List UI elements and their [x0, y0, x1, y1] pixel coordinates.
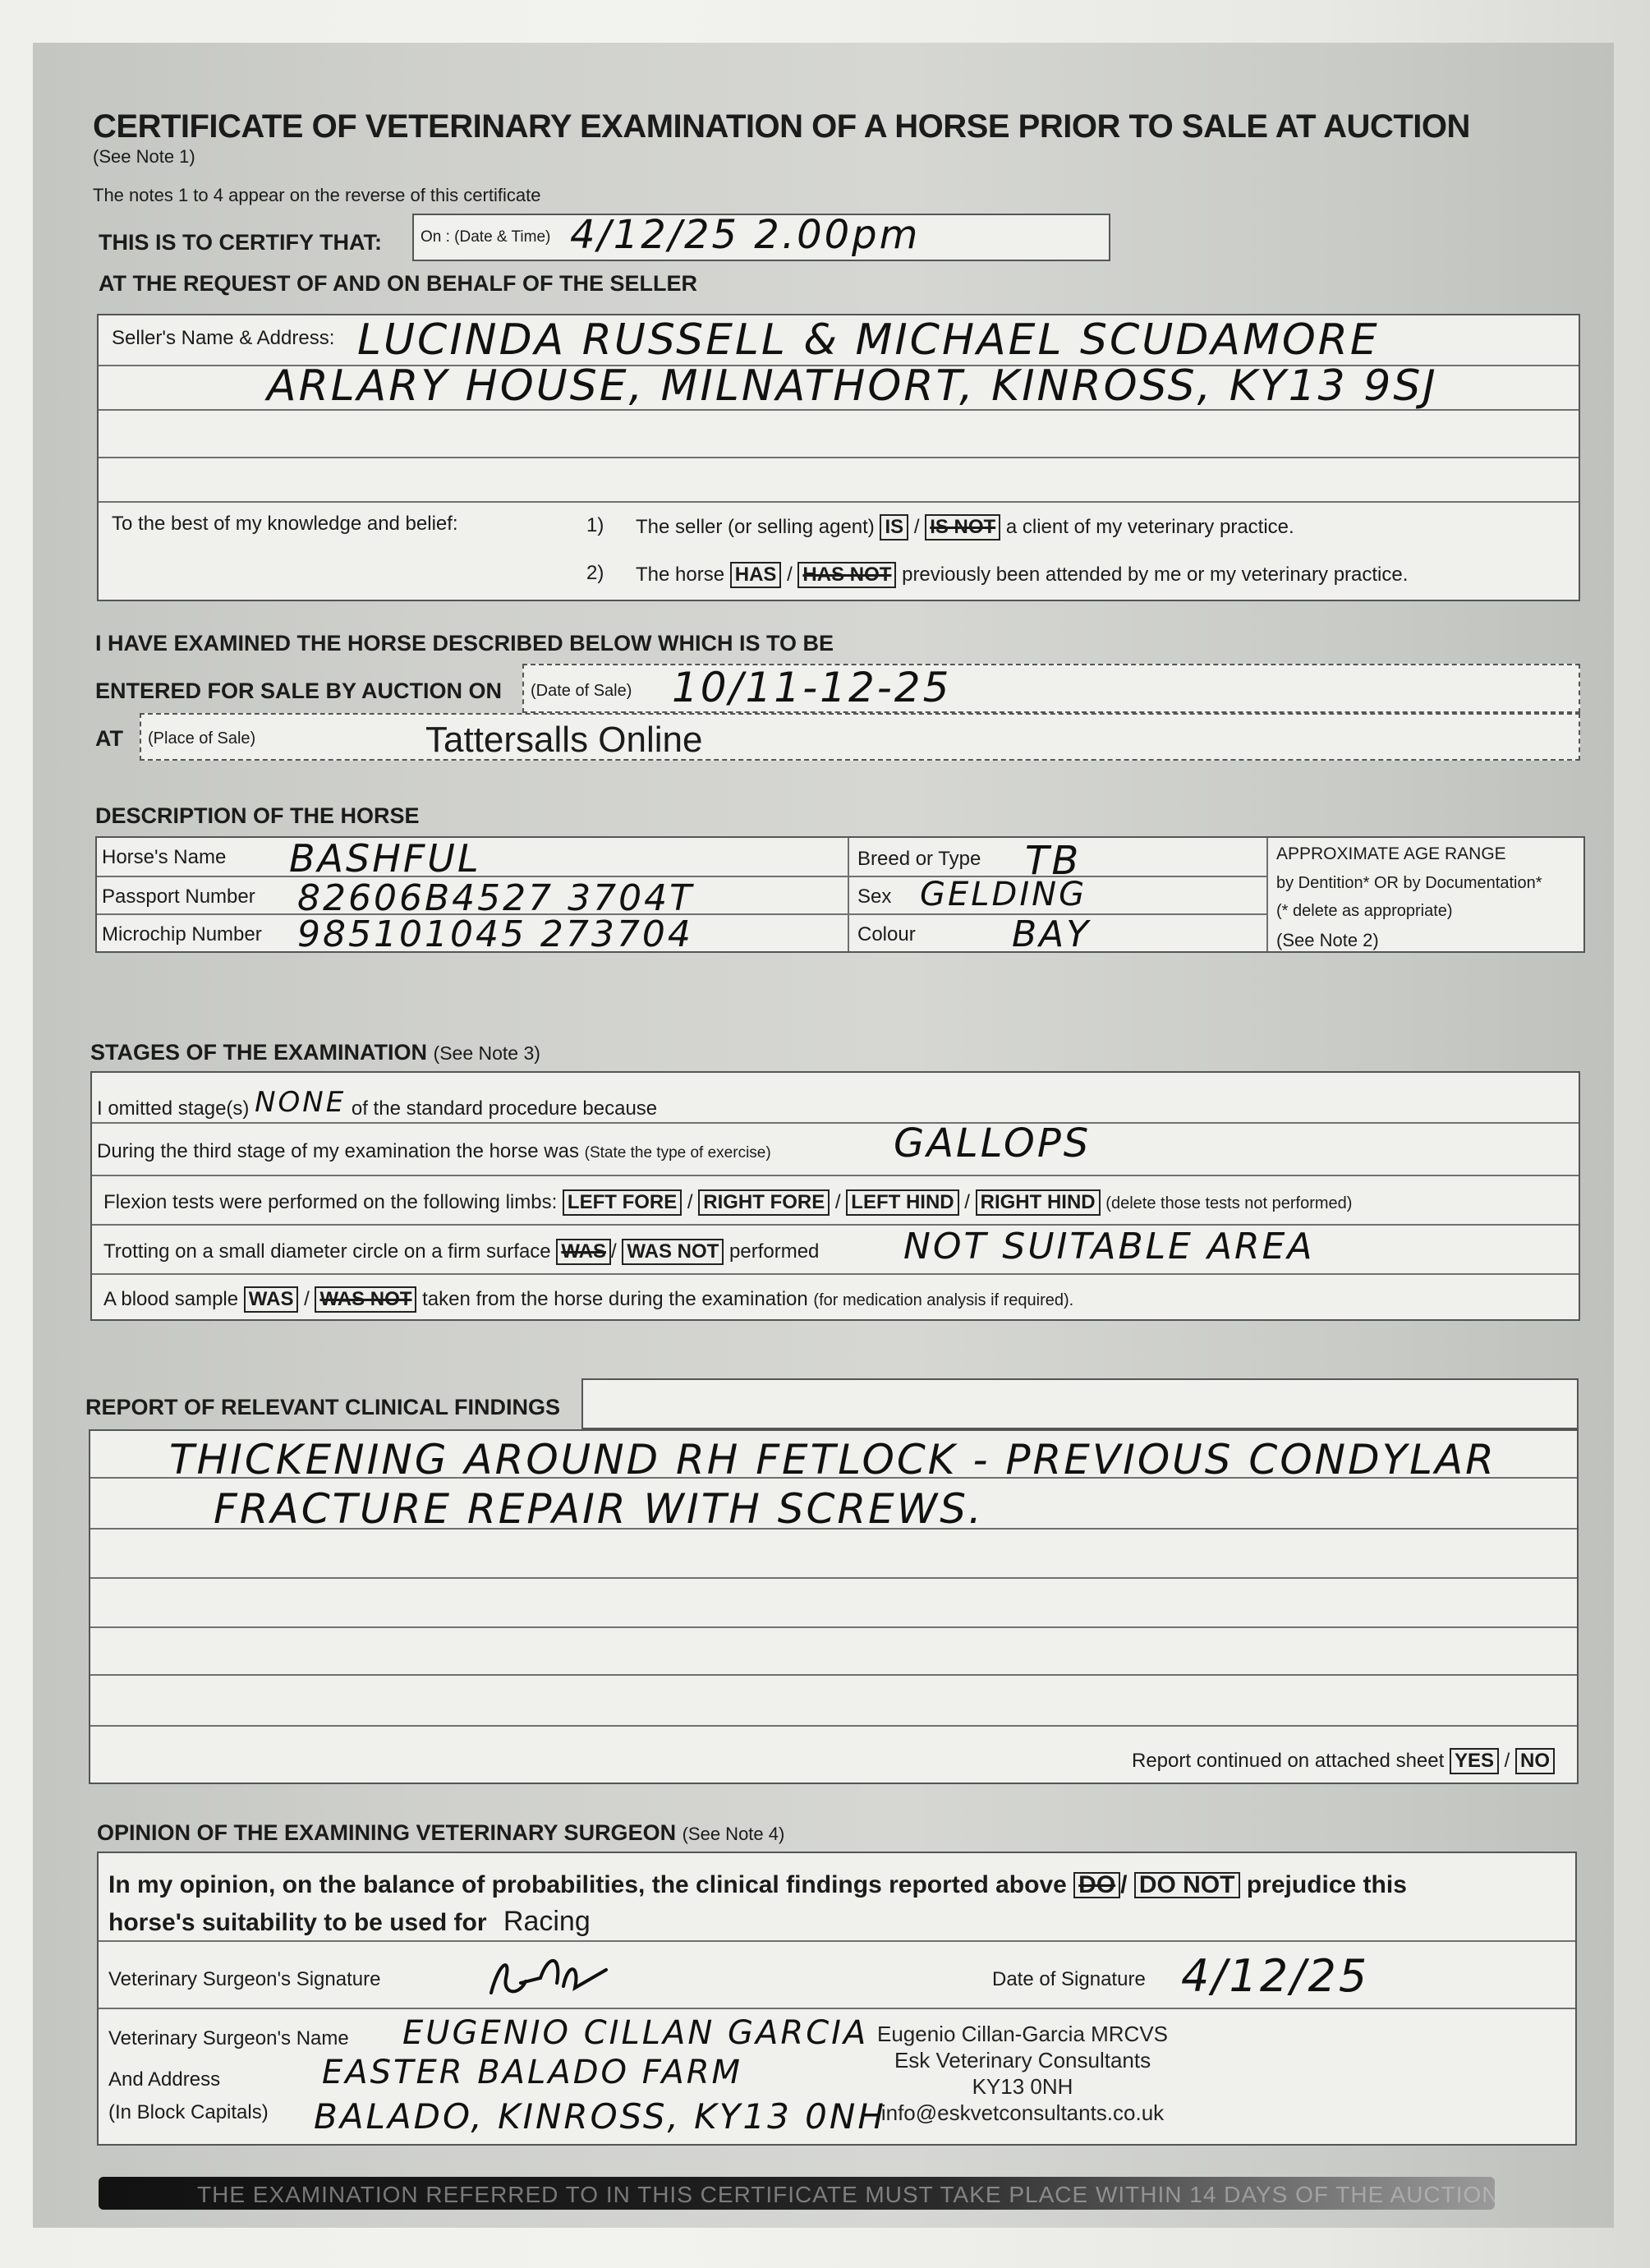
opinion-text-tail: prejudice this — [1246, 1871, 1407, 1898]
opinion-heading — [97, 1820, 784, 1846]
statement-1-text: The seller (or selling agent) — [636, 516, 875, 538]
vet-address-label: And Address — [108, 2068, 221, 2091]
description-divider — [848, 838, 849, 951]
stages-note: (See Note 3) — [433, 1042, 540, 1064]
seller-box — [97, 314, 1580, 601]
option-left-fore[interactable]: LEFT FORE — [563, 1189, 682, 1216]
age-range-title: APPROXIMATE AGE RANGE — [1276, 844, 1506, 863]
report-line — [90, 1725, 1577, 1727]
colour-value: BAY — [1012, 913, 1092, 955]
omitted-label-tail: of the standard procedure because — [351, 1097, 658, 1120]
sale-place-field[interactable] — [140, 713, 1580, 761]
blood-label-tail: taken from the horse during the examination — [422, 1288, 808, 1310]
exam-datetime-value: 4/12/25 2.00pm — [570, 212, 921, 258]
blood-note: (for medication analysis if required). — [813, 1291, 1074, 1309]
stages-heading-text: STAGES OF THE EXAMINATION — [90, 1040, 428, 1065]
flexion-note: (delete those tests not performed) — [1105, 1194, 1353, 1212]
sale-date-field[interactable] — [522, 664, 1580, 713]
sale-heading-2: ENTERED FOR SALE BY AUCTION ON — [95, 679, 503, 703]
seller-line — [99, 457, 1579, 458]
stages-heading — [90, 1040, 540, 1065]
opinion-heading-text: OPINION OF THE EXAMINING VETERINARY SURGEON — [97, 1820, 677, 1845]
report-heading-field — [581, 1378, 1579, 1429]
option-blood-was-not[interactable]: WAS NOT — [315, 1286, 416, 1313]
option-is-not[interactable]: IS NOT — [925, 514, 1000, 541]
footer-text: THE EXAMINATION REFERRED TO IN THIS CERTIFICATE MUST TAKE PLACE WITHIN 14 DAYS OF THE AUCTION — [197, 2182, 1500, 2207]
report-continued: Report continued on attached sheet YES / NO — [1132, 1748, 1555, 1774]
request-line: AT THE REQUEST OF AND ON BEHALF OF THE SELLER — [99, 271, 697, 296]
report-finding-line-1: THICKENING AROUND RH FETLOCK - PREVIOUS CONDYLAR — [169, 1436, 1496, 1484]
passport-value: 82606B4527 3704T — [297, 877, 694, 919]
option-do-not[interactable]: DO NOT — [1134, 1872, 1240, 1898]
report-heading: REPORT OF RELEVANT CLINICAL FINDINGS — [85, 1395, 561, 1419]
stages-row-line — [92, 1273, 1579, 1275]
option-has[interactable]: HAS — [730, 562, 782, 588]
third-stage-label: During the third stage of my examination the horse was — [97, 1140, 579, 1162]
sale-date-value: 10/11-12-25 — [672, 664, 952, 711]
omitted-row — [97, 1086, 658, 1122]
footer-banner — [99, 2177, 1500, 2210]
certificate-sheet — [33, 43, 1614, 2228]
stages-row-line — [92, 1224, 1579, 1226]
practice-stamp — [877, 2021, 1168, 2126]
seller-name-value: LUCINDA RUSSELL & MICHAEL SCUDAMORE — [357, 315, 1380, 365]
option-is[interactable]: IS — [880, 514, 908, 541]
notes-line: The notes 1 to 4 appear on the reverse of this certificate — [93, 185, 541, 205]
microchip-label: Microchip Number — [102, 923, 262, 945]
option-continued-yes[interactable]: YES — [1450, 1748, 1499, 1774]
trot-row: Trotting on a small diameter circle on a firm surface WAS / WAS NOT performed — [103, 1239, 819, 1265]
age-range-see-note: (See Note 2) — [1276, 930, 1379, 950]
stages-row-line — [92, 1122, 1579, 1124]
vet-address-line-2: BALADO, KINROSS, KY13 0NH — [314, 2096, 886, 2137]
report-line — [90, 1626, 1577, 1628]
option-do[interactable]: DO — [1073, 1872, 1120, 1898]
description-heading: DESCRIPTION OF THE HORSE — [95, 803, 420, 828]
sale-heading-1: I HAVE EXAMINED THE HORSE DESCRIBED BELOW WHICH IS TO BE — [95, 631, 834, 656]
option-left-hind[interactable]: LEFT HIND — [846, 1189, 958, 1216]
report-continued-label: Report continued on attached sheet — [1132, 1750, 1445, 1772]
third-stage-value: GALLOPS — [894, 1120, 1092, 1166]
option-blood-was[interactable]: WAS — [244, 1286, 299, 1313]
microchip-value: 985101045 273704 — [297, 913, 693, 955]
option-continued-no[interactable]: NO — [1515, 1748, 1555, 1774]
stages-row-line — [92, 1175, 1579, 1176]
signature-date-label: Date of Signature — [992, 1968, 1146, 1990]
option-trot-was-not[interactable]: WAS NOT — [622, 1239, 724, 1265]
certificate-title: CERTIFICATE OF VETERINARY EXAMINATION OF A HORSE PRIOR TO SALE AT AUCTION — [93, 108, 1470, 145]
report-line — [90, 1577, 1577, 1579]
stamp-email: info@eskvetconsultants.co.uk — [880, 2100, 1165, 2125]
sex-value: GELDING — [920, 876, 1087, 913]
option-has-not[interactable]: HAS NOT — [797, 562, 896, 588]
report-finding-line-2: FRACTURE REPAIR WITH SCREWS. — [214, 1485, 984, 1533]
sale-place-label: (Place of Sale) — [148, 729, 256, 748]
report-line — [90, 1674, 1577, 1676]
trot-value: NOT SUITABLE AREA — [903, 1226, 1315, 1267]
seller-line — [99, 501, 1579, 503]
vet-address-line-1: EASTER BALADO FARM — [322, 2054, 743, 2091]
opinion-use-row — [108, 1906, 591, 1938]
sale-place-value: Tattersalls Online — [425, 720, 703, 760]
vet-name-value: EUGENIO CILLAN GARCIA — [402, 2014, 869, 2052]
opinion-box — [97, 1852, 1577, 2146]
stamp-postcode: KY13 0NH — [972, 2074, 1073, 2099]
third-stage-hint: (State the type of exercise) — [584, 1144, 771, 1162]
breed-label: Breed or Type — [857, 848, 981, 870]
block-capitals-label: (In Block Capitals) — [108, 2101, 269, 2123]
statement-2 — [636, 562, 1408, 588]
seller-address-value: ARLARY HOUSE, MILNATHORT, KINROSS, KY13 9SJ — [267, 361, 1438, 411]
stamp-vet-name: Eugenio Cillan-Garcia MRCVS — [877, 2022, 1169, 2046]
age-range-delete-note: (* delete as appropriate) — [1276, 902, 1453, 920]
knowledge-label: To the best of my knowledge and belief: — [112, 513, 458, 535]
signature-label: Veterinary Surgeon's Signature — [108, 1968, 381, 1990]
exam-datetime-label: On : (Date & Time) — [421, 228, 551, 246]
colour-label: Colour — [857, 923, 916, 945]
vet-signature — [483, 1945, 631, 2011]
exam-datetime-field[interactable] — [412, 214, 1110, 261]
statement-1-tail: a client of my veterinary practice. — [1005, 516, 1294, 538]
opinion-use-value: Racing — [503, 1906, 591, 1937]
horse-name-label: Horse's Name — [102, 846, 227, 868]
statement-1-number: 1) — [586, 514, 604, 536]
trot-label: Trotting on a small diameter circle on a firm surface — [103, 1240, 551, 1263]
sale-at-label: AT — [95, 726, 123, 751]
statement-2-text: The horse — [636, 564, 725, 586]
passport-label: Passport Number — [102, 886, 255, 908]
statement-2-number: 2) — [586, 562, 604, 584]
omitted-value: NONE — [255, 1086, 347, 1119]
separator: / — [787, 564, 793, 586]
see-note-1: (See Note 1) — [93, 146, 195, 167]
opinion-line — [99, 2008, 1575, 2009]
option-trot-was[interactable]: WAS — [556, 1239, 611, 1265]
omitted-label: I omitted stage(s) — [97, 1097, 250, 1120]
seller-label: Seller's Name & Address: — [112, 327, 335, 349]
opinion-heading-note: (See Note 4) — [682, 1824, 785, 1844]
blood-row: A blood sample WAS / WAS NOT taken from the horse during the examination (for medication analysis if required). — [103, 1286, 1073, 1313]
flexion-row: Flexion tests were performed on the following limbs: LEFT FORE / RIGHT FORE / LEFT HIND / RIGHT HIND (delete those tests not performed) — [103, 1189, 1352, 1216]
certify-label: THIS IS TO CERTIFY THAT: — [99, 230, 383, 255]
description-table — [95, 836, 1585, 953]
statement-2-tail: previously been attended by me or my veterinary practice. — [902, 564, 1409, 586]
vet-name-label: Veterinary Surgeon's Name — [108, 2027, 349, 2049]
separator: / — [913, 516, 920, 538]
signature-date-value: 4/12/25 — [1181, 1950, 1370, 2002]
third-stage-row — [97, 1140, 771, 1163]
trot-label-tail: performed — [729, 1240, 820, 1263]
blood-label: A blood sample — [103, 1288, 239, 1310]
option-right-fore[interactable]: RIGHT FORE — [698, 1189, 830, 1216]
opinion-use-label: horse's suitability to be used for — [108, 1909, 487, 1936]
sale-date-label: (Date of Sale) — [531, 682, 632, 700]
stages-table — [90, 1071, 1580, 1321]
breed-value: TB — [1025, 838, 1082, 884]
report-box[interactable] — [89, 1429, 1579, 1784]
opinion-line — [99, 1940, 1575, 1942]
flexion-label: Flexion tests were performed on the following limbs: — [103, 1191, 558, 1213]
sex-label: Sex — [857, 886, 892, 908]
age-range-method[interactable]: by Dentition* OR by Documentation* — [1276, 874, 1542, 892]
description-divider — [1266, 838, 1268, 951]
horse-name-value: BASHFUL — [289, 836, 481, 881]
option-right-hind[interactable]: RIGHT HIND — [976, 1189, 1101, 1216]
statement-1 — [636, 514, 1294, 541]
opinion-statement: In my opinion, on the balance of probabilities, the clinical findings reported above DO / DO NOT prejudice this — [108, 1871, 1407, 1898]
opinion-text: In my opinion, on the balance of probabilities, the clinical findings reported above — [108, 1871, 1067, 1898]
stamp-practice: Esk Veterinary Consultants — [894, 2048, 1151, 2072]
